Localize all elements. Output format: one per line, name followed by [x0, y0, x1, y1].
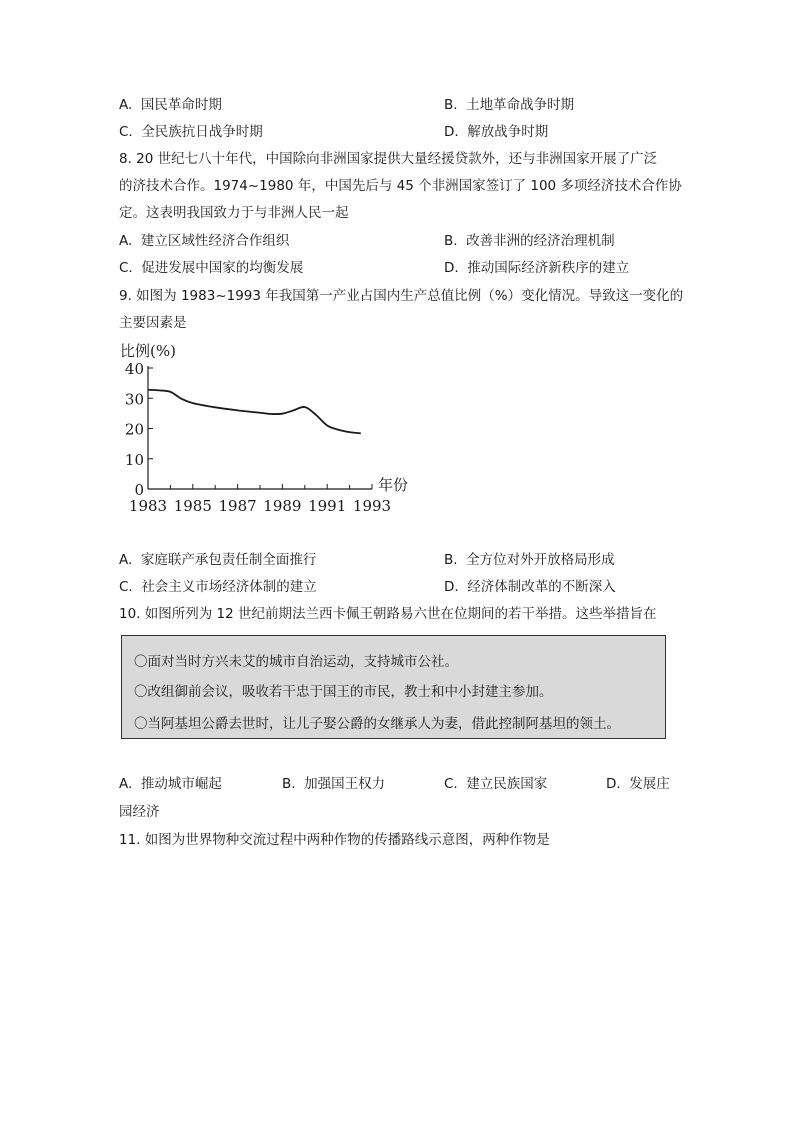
q9-line-chart: [110, 336, 430, 520]
q8-stem-line-1: 8. 20 世纪七八十年代，中国除向非洲国家提供大量经援贷款外，还与非洲国家开展了广泛: [119, 151, 658, 167]
q10-option-b: B. 加强国王权力: [282, 776, 386, 792]
q7-option-a: A. 国民革命时期: [119, 97, 222, 113]
q10-option-d: D. 发展庄: [606, 776, 670, 792]
q10-option-c: C. 建立民族国家: [444, 776, 548, 792]
chart-y-tick-label: 10: [124, 450, 144, 469]
q10-measure-2: 〇改组御前会议，吸收若干忠于国王的市民，教士和中小封建主参加。: [134, 684, 553, 700]
chart-series-line: [148, 390, 361, 434]
q8-stem-line-2: 的济技术合作。1974~1980 年，中国先后与 45 个非洲国家签订了 100 多项经济技术合作协: [119, 178, 682, 194]
q10-option-a: A. 推动城市崛起: [119, 776, 222, 792]
q7-option-b: B. 土地革命战争时期: [444, 97, 575, 113]
q8-option-d: D. 推动国际经济新秩序的建立: [444, 260, 630, 276]
chart-x-tick-label: 1983: [128, 497, 168, 515]
chart-x-tick-label: 1987: [218, 497, 257, 515]
chart-x-tick-label: 1989: [263, 497, 302, 515]
chart-x-tick-label: 1993: [352, 497, 392, 515]
chart-x-tick-label: 1985: [173, 497, 212, 515]
chart-y-tick-label: 0: [134, 481, 144, 499]
q8-option-c: C. 促进发展中国家的均衡发展: [119, 260, 304, 276]
chart-y-tick-label: 30: [124, 390, 144, 409]
q10-stem-line: 10. 如图所列为 12 世纪前期法兰西卡佩王朝路易六世在位期间的若干举措。这些举措旨在: [119, 606, 657, 622]
q7-option-d: D. 解放战争时期: [444, 124, 549, 140]
q9-option-d: D. 经济体制改革的不断深入: [444, 579, 616, 595]
q10-measures-box: [121, 635, 666, 739]
q9-option-b: B. 全方位对外开放格局形成: [444, 552, 615, 568]
chart-y-tick-label: 20: [124, 420, 144, 439]
q11-stem-line: 11. 如图为世界物种交流过程中两种作物的传播路线示意图，两种作物是: [119, 832, 550, 848]
q8-stem-line-3: 定。这表明我国致力于与非洲人民一起: [119, 205, 349, 221]
q8-option-b: B. 改善非洲的经济治理机制: [444, 233, 615, 249]
q10-option-d-wrap: 园经济: [119, 804, 160, 820]
chart-x-axis-label: 年份: [378, 476, 409, 494]
q9-option-a: A. 家庭联产承包责任制全面推行: [119, 552, 317, 568]
chart-y-axis-label: 比例(%): [120, 342, 176, 360]
q7-option-c: C. 全民族抗日战争时期: [119, 124, 263, 140]
chart-y-tick-label: 40: [124, 360, 144, 378]
q9-stem-line-1: 9. 如图为 1983~1993 年我国第一产业占国内生产总值比例（%）变化情况。导致这一变化的: [119, 288, 684, 304]
q8-option-a: A. 建立区域性经济合作组织: [119, 233, 290, 249]
q10-measure-3: 〇当阿基坦公爵去世时，让儿子娶公爵的女继承人为妻，借此控制阿基坦的领土。: [134, 716, 620, 732]
chart-x-tick-label: 1991: [308, 497, 347, 515]
q10-measure-1: 〇面对当时方兴未艾的城市自治运动，支持城市公社。: [134, 654, 458, 670]
q9-option-c: C. 社会主义市场经济体制的建立: [119, 579, 317, 595]
q9-stem-line-2: 主要因素是: [119, 315, 187, 331]
